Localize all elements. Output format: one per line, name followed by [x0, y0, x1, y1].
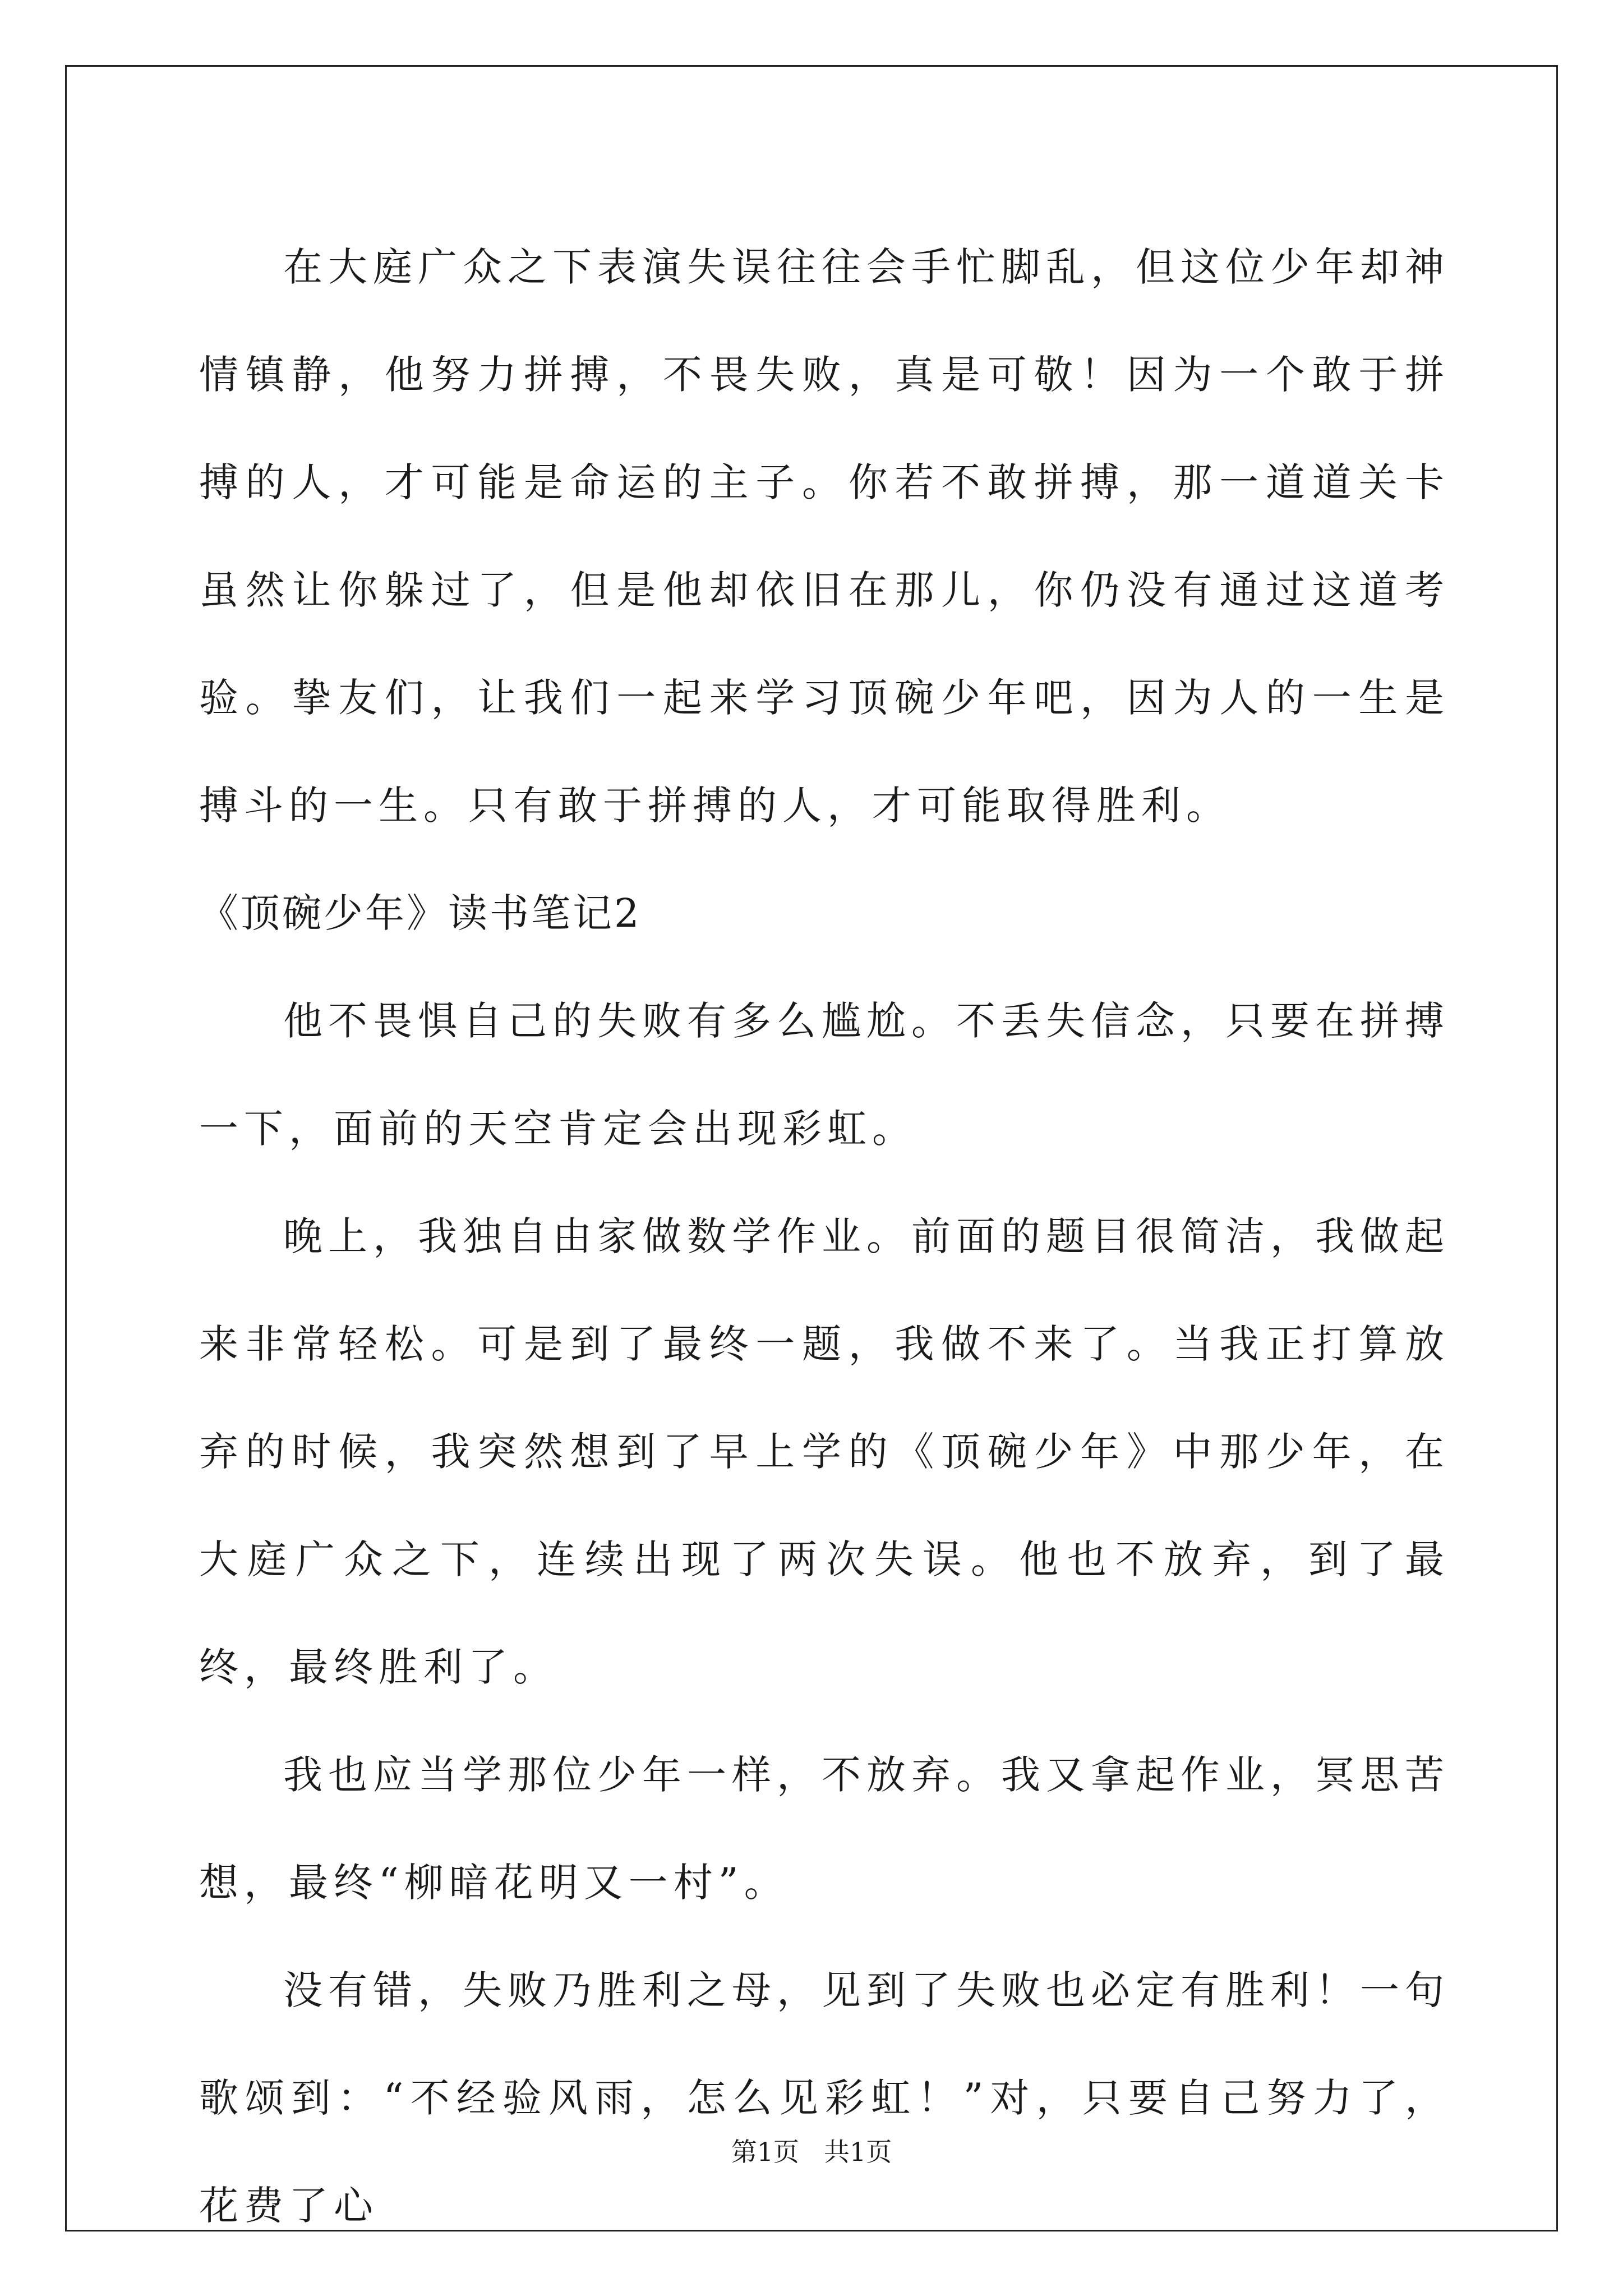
- page-total: 共1页: [824, 2137, 892, 2167]
- page-number: 第1页: [731, 2137, 799, 2167]
- paragraph: 没有错，失败乃胜利之母，见到了失败也必定有胜利！一句歌颂到：“不经验风雨，怎么见彩虹！”对，只要自己努力了，花费了心: [199, 1967, 1450, 2229]
- paragraph: 晚上，我独自由家做数学作业。前面的题目很简洁，我做起来非常轻松。可是到了最终一题，我做不来了。当我正打算放弃的时候，我突然想到了早上学的《顶碗少年》中那少年，在大庭广众之下，连续出现了两次失误。他也不放弃，到了最终，最终胜利了。: [199, 1213, 1450, 1690]
- section-heading: 《顶碗少年》读书笔记2: [199, 890, 642, 936]
- page-footer: [0, 2136, 1623, 2168]
- paragraph: 在大庭广众之下表演失误往往会手忙脚乱，但这位少年却神情镇静，他努力拼搏，不畏失败，真是可敬！因为一个敢于拼搏的人，才可能是命运的主子。你若不敢拼搏，那一道道关卡虽然让你躲过了，但是他却依旧在那儿，你仍没有通过这道考验。挚友们，让我们一起来学习顶碗少年吧，因为人的一生是搏斗的一生。只有敢于拼搏的人，才可能取得胜利。: [199, 244, 1450, 829]
- document-body: [199, 213, 1450, 2260]
- paragraph: 他不畏惧自己的失败有多么尴尬。不丢失信念，只要在拼搏一下，面前的天空肯定会出现彩虹。: [199, 998, 1450, 1152]
- paragraph: 我也应当学那位少年一样，不放弃。我又拿起作业，冥思苦想，最终“柳暗花明又一村”。: [199, 1752, 1450, 1906]
